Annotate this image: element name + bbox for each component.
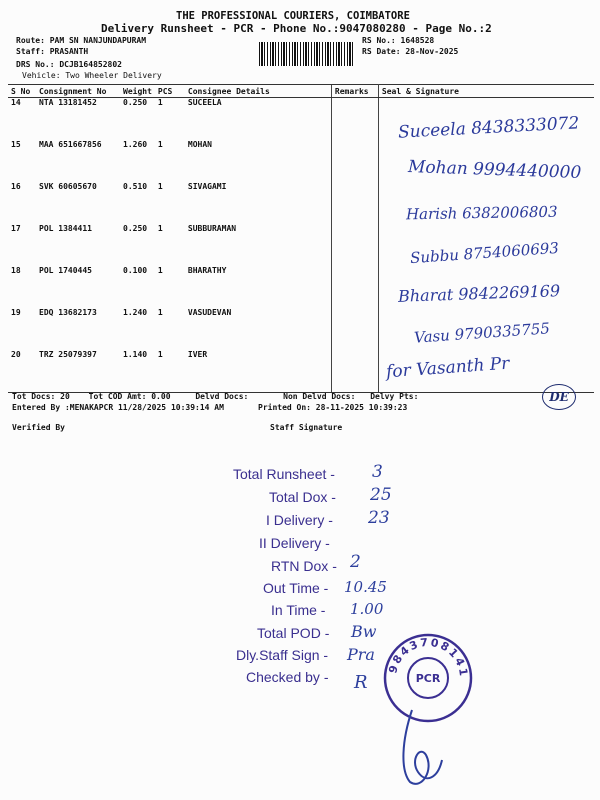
checklist-value: 25 [370, 485, 392, 505]
row-weight: 1.240 [123, 308, 148, 317]
tot-docs: Tot Docs: 20 [12, 392, 70, 401]
row-weight: 1.260 [123, 140, 148, 149]
checklist-value: R [354, 672, 368, 693]
row-consignment: EDQ 13682173 [39, 308, 97, 317]
col-consignment: Consignment No [36, 85, 120, 98]
row-pcs: 1 [157, 140, 163, 149]
staff-signature: Staff Signature [270, 423, 343, 432]
runsheet-title: Delivery Runsheet - PCR - Phone No.:9047080280 - Page No.:2 [101, 22, 492, 35]
row-consignment: MAA 651667856 [39, 140, 102, 149]
row-pcs: 1 [157, 266, 163, 275]
checklist-label: Total Runsheet - [233, 466, 335, 482]
col-signature: Seal & Signature [378, 85, 594, 98]
checker-signature-scribble [392, 700, 452, 790]
checklist-value: 23 [368, 508, 390, 528]
barcode [259, 42, 355, 66]
checklist-value: Bw [351, 622, 377, 641]
row-remarks [331, 224, 378, 266]
row-sno: 19 [11, 308, 21, 317]
drs-number: DRS No.: DCJB164852802 [16, 60, 122, 69]
signature-handwriting: Mohan 9994440000 [407, 156, 582, 184]
delvd-docs: Delvd Docs: [195, 392, 249, 401]
row-sno: 15 [11, 140, 21, 149]
row-weight: 0.250 [123, 98, 148, 107]
table-header-row [8, 85, 594, 98]
col-consignee: Consignee Details [185, 85, 332, 98]
row-consignee: SUCEELA [187, 98, 222, 107]
checklist-label: Out Time - [263, 580, 329, 596]
checklist-label: Dly.Staff Sign - [236, 647, 329, 663]
checklist-label: I Delivery - [266, 512, 333, 528]
row-remarks [331, 140, 378, 182]
checklist-value: 10.45 [344, 578, 387, 596]
checklist-label: II Delivery - [259, 535, 330, 551]
rs-number: RS No.: 1648528 [362, 36, 435, 45]
row-pcs: 1 [157, 98, 163, 107]
signature-handwriting: Suceela 8438333072 [397, 113, 580, 143]
row-consignment: POL 1740445 [39, 266, 92, 275]
col-remarks: Remarks [331, 85, 378, 98]
col-weight: Weight [120, 85, 155, 98]
signature-handwriting: Vasu 9790335755 [413, 319, 551, 347]
non-delvd-docs: Non Delvd Docs: [283, 392, 356, 401]
row-weight: 0.250 [123, 224, 148, 233]
row-remarks [331, 266, 378, 308]
row-weight: 0.510 [123, 182, 148, 191]
checklist-label: Total POD - [257, 625, 330, 641]
row-pcs: 1 [155, 350, 185, 393]
row-consignee: BHARATHY [187, 266, 227, 275]
row-sno: 14 [11, 98, 21, 107]
row-remarks [331, 98, 378, 141]
row-remarks [331, 308, 378, 350]
row-consignee: MOHAN [187, 140, 212, 149]
row-consignment: NTA 13181452 [39, 98, 97, 107]
row-consignee: VASUDEVAN [187, 308, 232, 317]
row-pcs: 1 [157, 224, 163, 233]
row-consignment: SVK 60605670 [39, 182, 97, 191]
checklist-value: 1.00 [350, 600, 384, 618]
row-consignee: IVER [185, 350, 332, 393]
checklist-label: Checked by - [246, 669, 329, 685]
row-consignee: SUBBURAMAN [187, 224, 237, 233]
signature-handwriting: Harish 6382006803 [405, 202, 558, 224]
rs-date: RS Date: 28-Nov-2025 [362, 47, 459, 56]
route: Route: PAM SN NANJUNDAPURAM [16, 36, 147, 45]
col-sno: S No [8, 85, 36, 98]
row-weight: 0.100 [123, 266, 148, 275]
totals-line [12, 392, 590, 401]
row-sno: 20 [8, 350, 36, 393]
stamp-center-text: PCR [415, 672, 441, 685]
checklist-value: 3 [372, 462, 383, 482]
row-remarks [331, 182, 378, 224]
row-pcs: 1 [157, 182, 163, 191]
checklist-value: Pra [347, 645, 375, 664]
signature-handwriting: Bharat 9842269169 [397, 281, 561, 306]
row-pcs: 1 [157, 308, 163, 317]
row-remarks [331, 350, 378, 393]
verified-by: Verified By [12, 423, 65, 432]
tot-cod: Tot COD Amt: 0.00 [88, 392, 171, 401]
checklist-value: 2 [350, 552, 361, 572]
row-consignment: TRZ 25079397 [36, 350, 120, 393]
stamp-number: 9843708141 [386, 635, 471, 679]
row-consignment: POL 1384411 [39, 224, 92, 233]
company-name: THE PROFESSIONAL COURIERS, COIMBATORE [176, 10, 410, 22]
entered-by: Entered By :MENAKAPCR 11/28/2025 10:39:14 AM [12, 403, 224, 412]
checklist-label: Total Dox - [269, 489, 336, 505]
de-mark: DE [542, 384, 576, 410]
signature-handwriting: Subbu 8754060693 [409, 238, 560, 268]
row-weight: 1.140 [120, 350, 155, 393]
col-pcs: PCS [155, 85, 185, 98]
printed-on: Printed On: 28-11-2025 10:39:23 [258, 403, 408, 412]
vehicle: Vehicle: Two Wheeler Delivery [22, 71, 162, 80]
staff: Staff: PRASANTH [16, 47, 89, 56]
signature-handwriting: for Vasanth Pr [385, 353, 511, 383]
row-consignee: SIVAGAMI [187, 182, 227, 191]
checklist-label: RTN Dox - [271, 558, 337, 574]
row-sno: 17 [11, 224, 21, 233]
delvy-pts: Delvy Pts: [370, 392, 419, 401]
row-sno: 18 [11, 266, 21, 275]
row-sno: 16 [11, 182, 21, 191]
checklist-label: In Time - [271, 602, 326, 618]
